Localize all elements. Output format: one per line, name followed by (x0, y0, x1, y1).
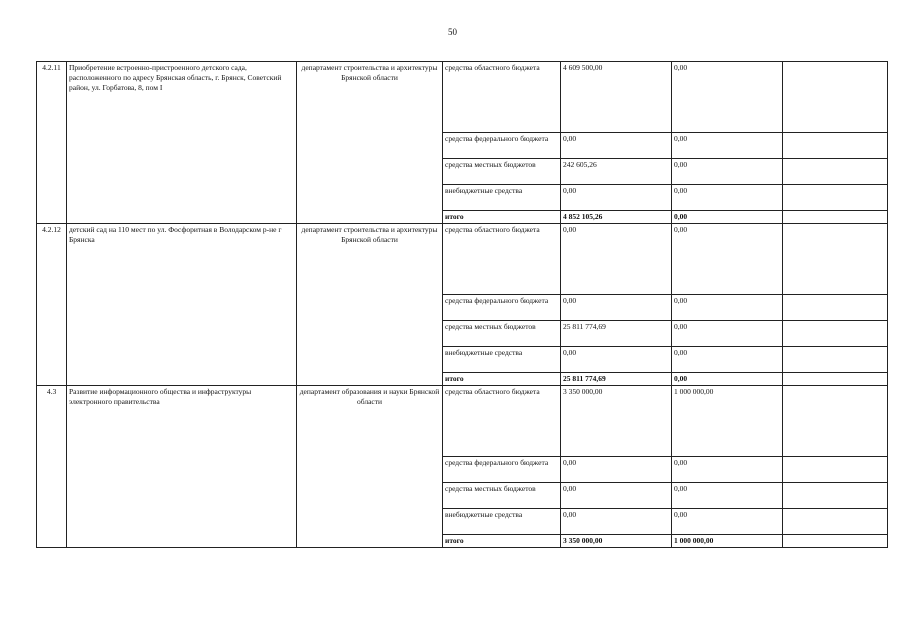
amount-value: 4 609 500,00 (561, 62, 672, 133)
item-number: 4.2.11 (37, 62, 67, 224)
amount-value: 0,00 (672, 159, 783, 185)
budget-table (36, 61, 888, 548)
funding-source: итого (443, 535, 561, 548)
amount-value: 0,00 (561, 185, 672, 211)
funding-source: средства областного бюджета (443, 224, 561, 295)
amount-value: 3 350 000,00 (561, 535, 672, 548)
item-responsible: департамент строительства и архитектуры Брянской области (297, 224, 443, 386)
item-responsible: департамент образования и науки Брянской области (297, 386, 443, 548)
amount-value: 0,00 (672, 509, 783, 535)
amount-value: 0,00 (672, 62, 783, 133)
table-row (37, 62, 888, 133)
item-responsible: департамент строительства и архитектуры Брянской области (297, 62, 443, 224)
amount-value: 0,00 (561, 509, 672, 535)
funding-source: внебюджетные средства (443, 185, 561, 211)
amount-value: 0,00 (672, 185, 783, 211)
page-number: 50 (448, 27, 457, 37)
funding-source: средства федерального бюджета (443, 133, 561, 159)
amount-value (783, 535, 888, 548)
amount-value (783, 483, 888, 509)
amount-value (783, 347, 888, 373)
amount-value (783, 62, 888, 133)
amount-value: 0,00 (672, 295, 783, 321)
amount-value: 0,00 (672, 321, 783, 347)
funding-source: средства федерального бюджета (443, 295, 561, 321)
amount-value (783, 386, 888, 457)
amount-value: 0,00 (561, 347, 672, 373)
item-number: 4.3 (37, 386, 67, 548)
item-name: Развитие информационного общества и инфраструктуры электронного правительства (67, 386, 297, 548)
amount-value (783, 133, 888, 159)
amount-value (783, 159, 888, 185)
funding-source: средства областного бюджета (443, 62, 561, 133)
table-row (37, 224, 888, 295)
item-name: Приобретение встроенно-пристроенного детского сада, расположенного по адресу Брянская область, г. Брянск, Советский район, ул. Горбатова, 8, пом I (67, 62, 297, 224)
amount-value: 1 000 000,00 (672, 386, 783, 457)
funding-source: внебюджетные средства (443, 509, 561, 535)
amount-value (783, 211, 888, 224)
item-name: детский сад на 110 мест по ул. Фосфоритная в Володарском р-не г Брянска (67, 224, 297, 386)
amount-value: 0,00 (672, 347, 783, 373)
amount-value (783, 373, 888, 386)
amount-value (783, 295, 888, 321)
amount-value: 0,00 (561, 133, 672, 159)
amount-value (783, 321, 888, 347)
amount-value: 242 605,26 (561, 159, 672, 185)
table-row (37, 386, 888, 457)
amount-value: 0,00 (672, 224, 783, 295)
amount-value: 1 000 000,00 (672, 535, 783, 548)
amount-value: 0,00 (672, 211, 783, 224)
amount-value: 0,00 (672, 133, 783, 159)
amount-value: 25 811 774,69 (561, 321, 672, 347)
funding-source: средства федерального бюджета (443, 457, 561, 483)
amount-value (783, 457, 888, 483)
amount-value: 0,00 (672, 483, 783, 509)
amount-value: 0,00 (672, 373, 783, 386)
amount-value: 4 852 105,26 (561, 211, 672, 224)
funding-source: итого (443, 211, 561, 224)
amount-value (783, 224, 888, 295)
amount-value (783, 509, 888, 535)
amount-value: 0,00 (561, 457, 672, 483)
amount-value (783, 185, 888, 211)
funding-source: средства местных бюджетов (443, 321, 561, 347)
amount-value: 0,00 (561, 295, 672, 321)
amount-value: 0,00 (672, 457, 783, 483)
amount-value: 0,00 (561, 483, 672, 509)
funding-source: итого (443, 373, 561, 386)
funding-source: средства областного бюджета (443, 386, 561, 457)
amount-value: 25 811 774,69 (561, 373, 672, 386)
amount-value: 0,00 (561, 224, 672, 295)
amount-value: 3 350 000,00 (561, 386, 672, 457)
funding-source: средства местных бюджетов (443, 483, 561, 509)
funding-source: внебюджетные средства (443, 347, 561, 373)
funding-source: средства местных бюджетов (443, 159, 561, 185)
item-number: 4.2.12 (37, 224, 67, 386)
